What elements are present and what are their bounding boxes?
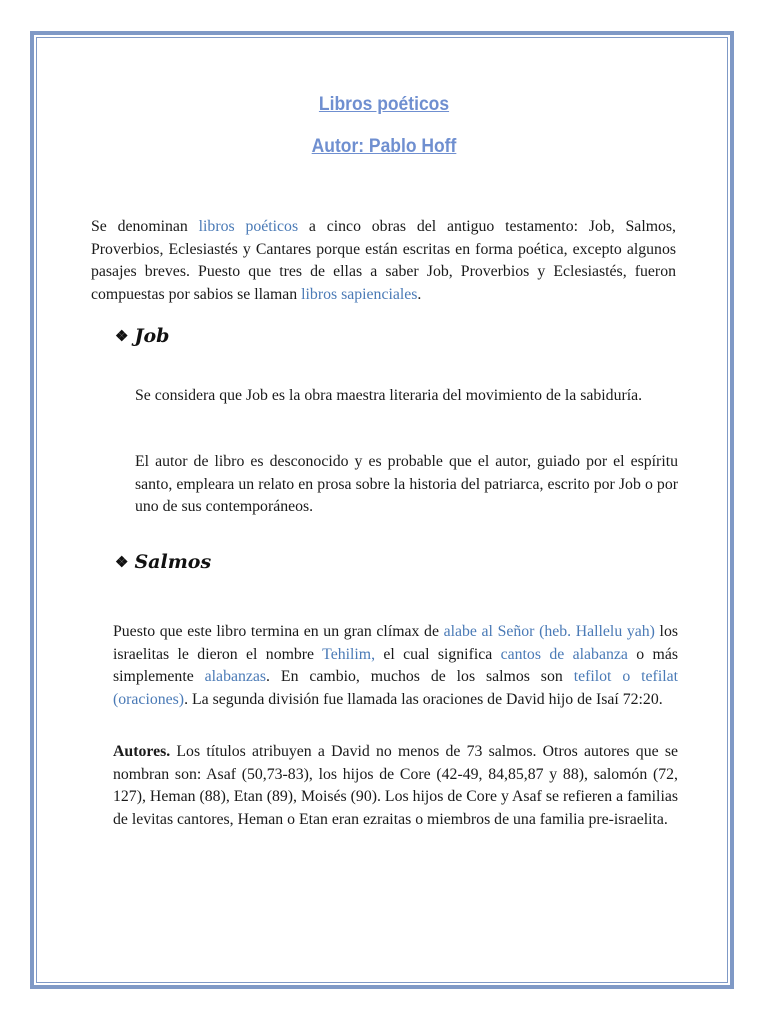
salmos-paragraph-1 bbox=[113, 621, 678, 711]
section-heading-job bbox=[115, 325, 169, 347]
diamond-bullet-icon: ❖ bbox=[115, 553, 129, 571]
intro-paragraph bbox=[91, 216, 676, 306]
document-author: Autor: Pablo Hoff bbox=[311, 136, 457, 157]
diamond-bullet-icon: ❖ bbox=[115, 327, 129, 345]
job-paragraph-2: El autor de libro es desconocido y es probable que el autor, guiado por el espíritu santo, empleara un relato en prosa sobre la historia del patriarca, escrito por Job o por uno de sus contemporáneos. bbox=[135, 453, 678, 515]
intro-link-libros-sapienciales: libros sapienciales bbox=[301, 285, 418, 303]
salmos-text-5: . En cambio, muchos de los salmos son bbox=[266, 668, 574, 685]
job-paragraph-1: Se considera que Job es la obra maestra literaria del movimiento de la sabiduría. bbox=[135, 387, 643, 404]
autores-text: Los títulos atribuyen a David no menos de 73 salmos. Otros autores que se nombran son: Asaf (50,73-83), los hijos de Core (42-49, 84,85,87 y 88), salomón (72, 127), Heman (88), Etan (89), Moisés (90). Los hijos de Core y Asaf se refieren a familias de levitas cantores, Heman o Etan eran ezraitas o miembros de una familia pre-israelita. bbox=[113, 743, 678, 828]
salmos-text-1: Puesto que este libro termina en un gran clímax de bbox=[113, 623, 444, 640]
salmos-link-alabanzas: alabanzas bbox=[204, 668, 267, 685]
salmos-link-tehilim: Tehilim, bbox=[322, 645, 376, 663]
autores-label: Autores. bbox=[113, 743, 171, 760]
salmos-link-alabe: alabe al Señor (heb. Hallelu yah) bbox=[443, 623, 655, 640]
section-heading-job-label: Job bbox=[134, 325, 170, 347]
salmos-text-6: . La segunda división fue llamada las oraciones de David hijo de Isaí 72:20. bbox=[184, 690, 663, 708]
document-title: Libros poéticos bbox=[318, 94, 450, 115]
salmos-text-2: los israelitas le dieron el nombre bbox=[113, 623, 678, 663]
intro-link-libros-poeticos: libros poéticos bbox=[198, 218, 299, 235]
salmos-paragraph-2 bbox=[113, 741, 678, 831]
salmos-link-tefilot: tefilot o tefilat (oraciones) bbox=[113, 668, 678, 708]
salmos-text-3: el cual significa bbox=[375, 645, 501, 663]
intro-text-2: a cinco obras del antiguo testamento: Job, Salmos, Proverbios, Eclesiastés y Cantares porque están escritas en forma poética, excepto algunos pasajes breves. Puesto que tres de ellas a saber Job, Proverbios y Eclesiastés, fueron compuestas por sabios se llaman bbox=[91, 218, 676, 303]
section-heading-salmos bbox=[115, 551, 211, 573]
salmos-text-4: o más simplemente bbox=[113, 645, 678, 685]
salmos-link-cantos: cantos de alabanza bbox=[500, 645, 628, 663]
intro-text-3: . bbox=[417, 285, 422, 303]
intro-text-1: Se denominan bbox=[91, 218, 199, 235]
section-heading-salmos-label: Salmos bbox=[134, 551, 212, 573]
